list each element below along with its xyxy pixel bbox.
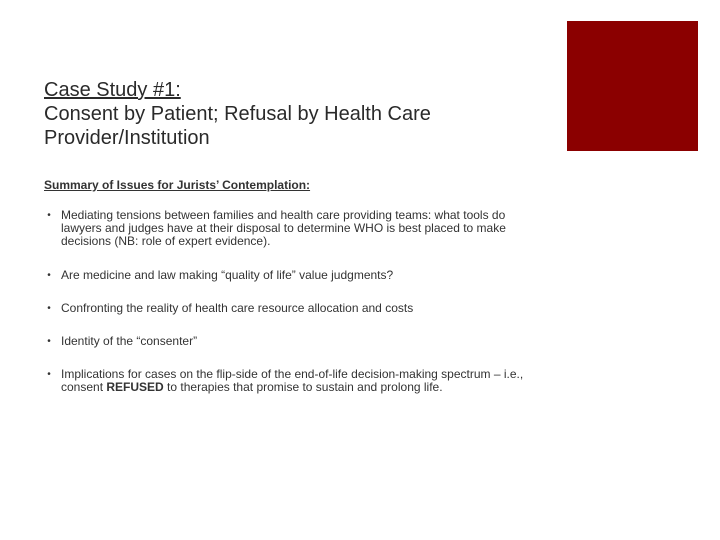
title-line-1: Case Study #1: [44, 79, 181, 101]
section-subtitle: Summary of Issues for Jurists’ Contemplation: [44, 178, 311, 192]
title-line-2: Consent by Patient; Refusal by Health Care [44, 103, 431, 125]
title-line-3: Provider/Institution [44, 127, 210, 149]
issue-text-1: Mediating tensions between families and health care providing teams: what tools do lawyers and judges have at their disposal to determine WHO is best placed to make decisions (NB: role of expert evidence). [61, 208, 506, 248]
issue-item-2 [44, 269, 544, 282]
issue-item-4 [44, 335, 544, 348]
bullet-dot-icon: • [47, 369, 51, 380]
bullet-dot-icon: • [47, 303, 51, 314]
issue-text-3: Confronting the reality of health care resource allocation and costs [61, 301, 414, 315]
slide-title [44, 78, 544, 150]
issues-list [44, 209, 544, 394]
issue-text-5-before: Implications for cases on the flip-side of the end-of-life decision-making spectrum – i.e., consent [61, 367, 524, 394]
accent-block [567, 21, 698, 151]
issue-item-1 [44, 209, 544, 249]
bullet-dot-icon: • [47, 270, 51, 281]
issue-item-5 [44, 368, 544, 394]
bullet-dot-icon: • [47, 210, 51, 221]
issue-item-3 [44, 302, 544, 315]
issue-text-4: Identity of the “consenter” [61, 334, 198, 348]
issue-text-5-after: to therapies that promise to sustain and prolong life. [163, 380, 443, 394]
issue-text-5-emphasis: REFUSED [106, 380, 164, 394]
issue-text-2: Are medicine and law making “quality of life” value judgments? [61, 268, 394, 282]
bullet-dot-icon: • [47, 336, 51, 347]
